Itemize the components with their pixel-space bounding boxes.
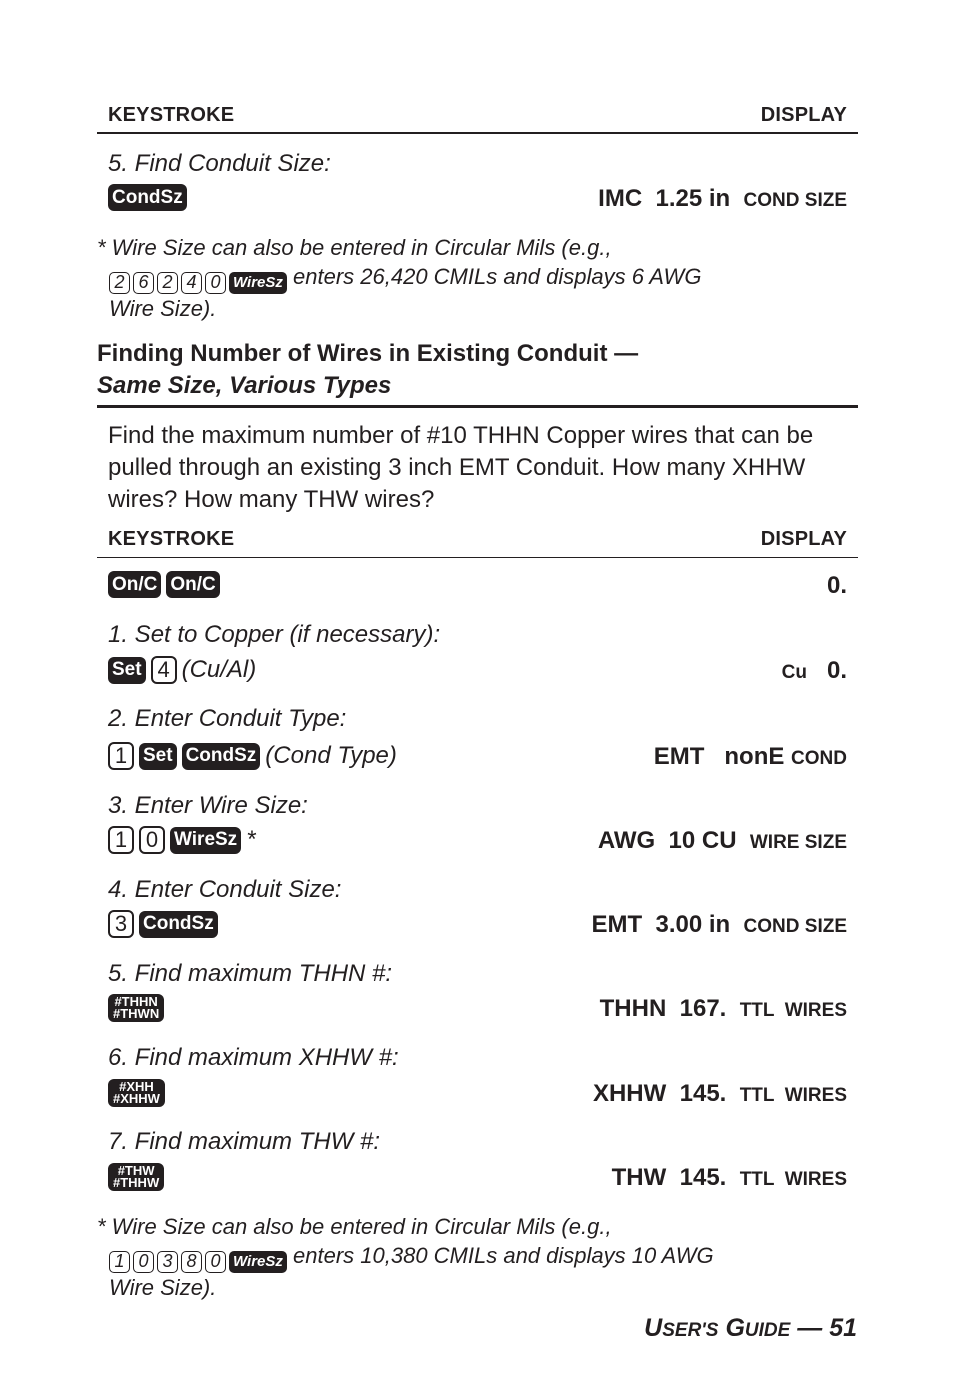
digit-key: 2 — [157, 272, 178, 294]
footnote — [97, 233, 701, 323]
digit-key: 8 — [181, 1251, 202, 1273]
display-readout: 0. — [826, 572, 847, 599]
set-key: Set — [108, 657, 146, 684]
keystroke-row — [108, 826, 256, 854]
footnote-marker: * — [246, 826, 256, 853]
display-annunciator: COND SIZE — [743, 190, 847, 211]
digit-key: 0 — [133, 1251, 154, 1273]
key-line: #THHW — [113, 1175, 160, 1190]
display-readout — [782, 657, 847, 685]
footer-initial: G — [725, 1314, 745, 1342]
condsz-key: CondSz — [182, 743, 261, 770]
footnote-line — [97, 1241, 714, 1273]
digit-keys — [109, 272, 287, 294]
keystroke-row — [108, 910, 218, 938]
display-annunciator: TTL WIRES — [739, 1085, 847, 1106]
keystroke-row — [108, 571, 220, 598]
digit-key: 3 — [157, 1251, 178, 1273]
display-annunciator: COND SIZE — [743, 916, 847, 937]
display-main: XHHW 145. — [592, 1080, 727, 1107]
display-header: DISPLAY — [760, 528, 847, 550]
on-c-key: On/C — [166, 571, 219, 598]
digit-key: 3 — [108, 910, 134, 938]
keystroke-row — [108, 1163, 164, 1191]
display-readout — [593, 1080, 847, 1108]
display-main: EMT nonE — [653, 743, 785, 770]
footnote-line: * Wire Size can also be entered in Circular Mils (e.g., — [97, 235, 612, 260]
keystroke-row — [108, 656, 256, 684]
problem-line: wires? How many THW wires? — [108, 486, 435, 513]
key-line: #XHH — [119, 1079, 154, 1094]
step-label: 7. Find maximum THW #: — [108, 1128, 381, 1155]
step-label: 4. Enter Conduit Size: — [108, 876, 342, 903]
display-annunciator: TTL WIRES — [739, 1169, 847, 1190]
step-label: 2. Enter Conduit Type: — [108, 705, 347, 732]
header-rule — [97, 557, 858, 558]
display-annunciator: WIRE SIZE — [749, 832, 847, 853]
display-readout — [654, 743, 847, 771]
wiresz-key: WireSz — [170, 827, 241, 854]
footnote-text: enters 10,380 CMILs and displays 10 AWG — [286, 1243, 714, 1268]
footer-smallcaps: SER'S — [662, 1320, 719, 1341]
display-readout — [612, 1164, 847, 1192]
display-main: 0. — [826, 657, 847, 684]
display-main: EMT 3.00 in — [591, 911, 731, 938]
footnote-line: Wire Size). — [109, 295, 217, 321]
display-annunciator: COND — [791, 748, 847, 769]
display-readout — [600, 995, 847, 1023]
footnote-line: Wire Size). — [109, 1274, 217, 1300]
keystroke-header: KEYSTROKE — [108, 104, 235, 126]
key-description: (Cond Type) — [265, 742, 397, 769]
set-key: Set — [139, 743, 177, 770]
display-main: AWG 10 CU — [597, 827, 737, 854]
digit-key: 1 — [109, 1251, 130, 1273]
footnote-line: * Wire Size can also be entered in Circular Mils (e.g., — [97, 1214, 612, 1239]
key-description: (Cu/Al) — [181, 656, 257, 683]
thhn-thwn-key — [108, 994, 164, 1022]
footer-smallcaps: UIDE — [744, 1320, 791, 1341]
digit-key: 4 — [151, 656, 177, 684]
step-label: 1. Set to Copper (if necessary): — [108, 621, 441, 648]
digit-key: 0 — [205, 272, 226, 294]
step-label: 5. Find Conduit Size: — [108, 150, 331, 177]
step-label: 3. Enter Wire Size: — [108, 792, 308, 819]
display-readout — [598, 827, 847, 855]
header-rule — [97, 132, 858, 134]
thw-thhw-key — [108, 1163, 164, 1191]
problem-statement — [108, 420, 848, 516]
digit-key: 1 — [108, 742, 134, 770]
step-label: 5. Find maximum THHN #: — [108, 960, 393, 987]
wiresz-key: WireSz — [229, 1251, 287, 1273]
keystroke-header: KEYSTROKE — [108, 528, 235, 550]
display-main: IMC 1.25 in — [598, 185, 731, 212]
key-line: #THW — [117, 1163, 155, 1178]
section-subtitle: Same Size, Various Types — [97, 372, 392, 399]
condsz-key: CondSz — [108, 184, 187, 211]
key-line: #THWN — [113, 1006, 160, 1021]
wiresz-key: WireSz — [229, 272, 287, 294]
footer-initial: U — [644, 1314, 663, 1342]
keystroke-row — [108, 184, 187, 211]
display-annunciator: TTL WIRES — [739, 1000, 847, 1021]
footnote — [97, 1212, 714, 1302]
problem-line: Find the maximum number of #10 THHN Copper wires that can be — [108, 422, 814, 449]
keystroke-row — [108, 742, 397, 770]
condsz-key: CondSz — [139, 911, 218, 938]
page-number: — 51 — [790, 1314, 857, 1342]
display-annunciator: Cu — [781, 662, 807, 683]
display-readout — [592, 911, 848, 939]
digit-key: 2 — [109, 272, 130, 294]
footnote-line — [97, 262, 701, 294]
digit-key: 1 — [108, 826, 134, 854]
digit-key: 0 — [139, 826, 165, 854]
section-title — [97, 338, 638, 402]
page-footer — [644, 1314, 857, 1343]
digit-key: 0 — [205, 1251, 226, 1273]
display-header: DISPLAY — [760, 104, 847, 126]
display-readout — [598, 185, 847, 213]
problem-line: pulled through an existing 3 inch EMT Conduit. How many XHHW — [108, 454, 806, 481]
key-line: #XHHW — [113, 1091, 160, 1106]
digit-keys — [109, 1251, 287, 1273]
display-main: THW 145. — [611, 1164, 727, 1191]
display-main: THHN 167. — [599, 995, 727, 1022]
keystroke-row — [108, 994, 164, 1022]
key-line: #THHN — [114, 994, 158, 1009]
section-title-line: Finding Number of Wires in Existing Conduit — — [97, 340, 639, 367]
section-rule — [97, 405, 858, 408]
on-c-key: On/C — [108, 571, 161, 598]
xhh-xhhw-key — [108, 1079, 165, 1107]
footnote-text: enters 26,420 CMILs and displays 6 AWG — [286, 264, 702, 289]
digit-key: 4 — [181, 272, 202, 294]
digit-key: 6 — [133, 272, 154, 294]
keystroke-row — [108, 1079, 165, 1107]
step-label: 6. Find maximum XHHW #: — [108, 1044, 399, 1071]
